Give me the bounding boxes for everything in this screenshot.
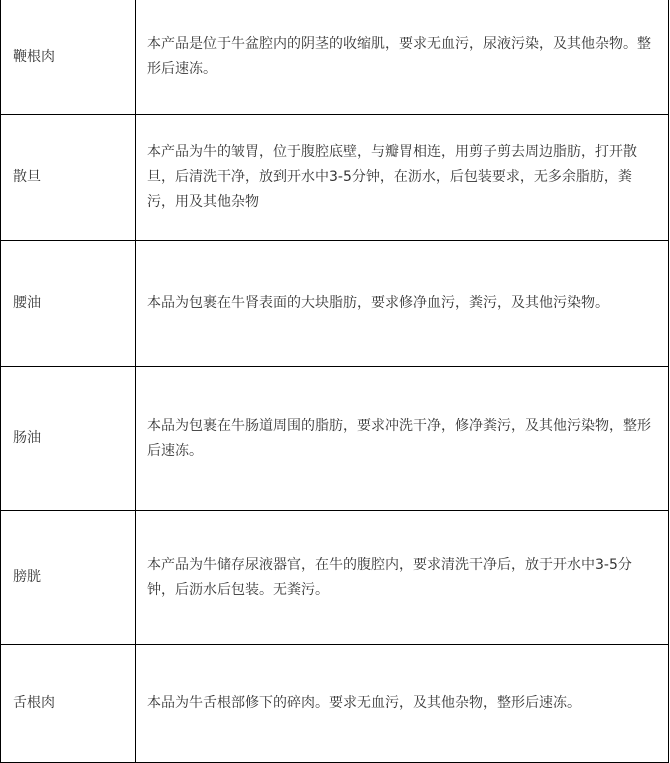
table-row [1, 367, 669, 511]
product-description: 本产品为牛的皱胃，位于腹腔底壁，与瓣胃相连，用剪子剪去周边脂肪，打开散旦，后清洗干净，放到开水中3-5分钟，在沥水，后包装要求，无多余脂肪，粪污，用及其他杂物 [136, 115, 669, 241]
product-name: 肠油 [1, 367, 136, 511]
table-row [1, 0, 669, 115]
product-name: 膀胱 [1, 511, 136, 645]
product-description: 本产品是位于牛盆腔内的阴茎的收缩肌，要求无血污，尿液污染，及其他杂物。整形后速冻。 [136, 0, 669, 115]
product-name: 腰油 [1, 241, 136, 367]
product-name: 鞭根肉 [1, 0, 136, 115]
table-row [1, 511, 669, 645]
product-description: 本品为包裹在牛肾表面的大块脂肪，要求修净血污，粪污，及其他污染物。 [136, 241, 669, 367]
product-name: 舌根肉 [1, 645, 136, 763]
product-description: 本产品为牛储存尿液器官，在牛的腹腔内，要求清洗干净后，放于开水中3-5分钟，后沥水后包装。无粪污。 [136, 511, 669, 645]
table-row [1, 241, 669, 367]
product-description: 本品为牛舌根部修下的碎肉。要求无血污，及其他杂物，整形后速冻。 [136, 645, 669, 763]
table-row [1, 645, 669, 763]
table-row [1, 115, 669, 241]
product-name: 散旦 [1, 115, 136, 241]
product-description: 本品为包裹在牛肠道周围的脂肪，要求冲洗干净，修净粪污，及其他污染物，整形后速冻。 [136, 367, 669, 511]
